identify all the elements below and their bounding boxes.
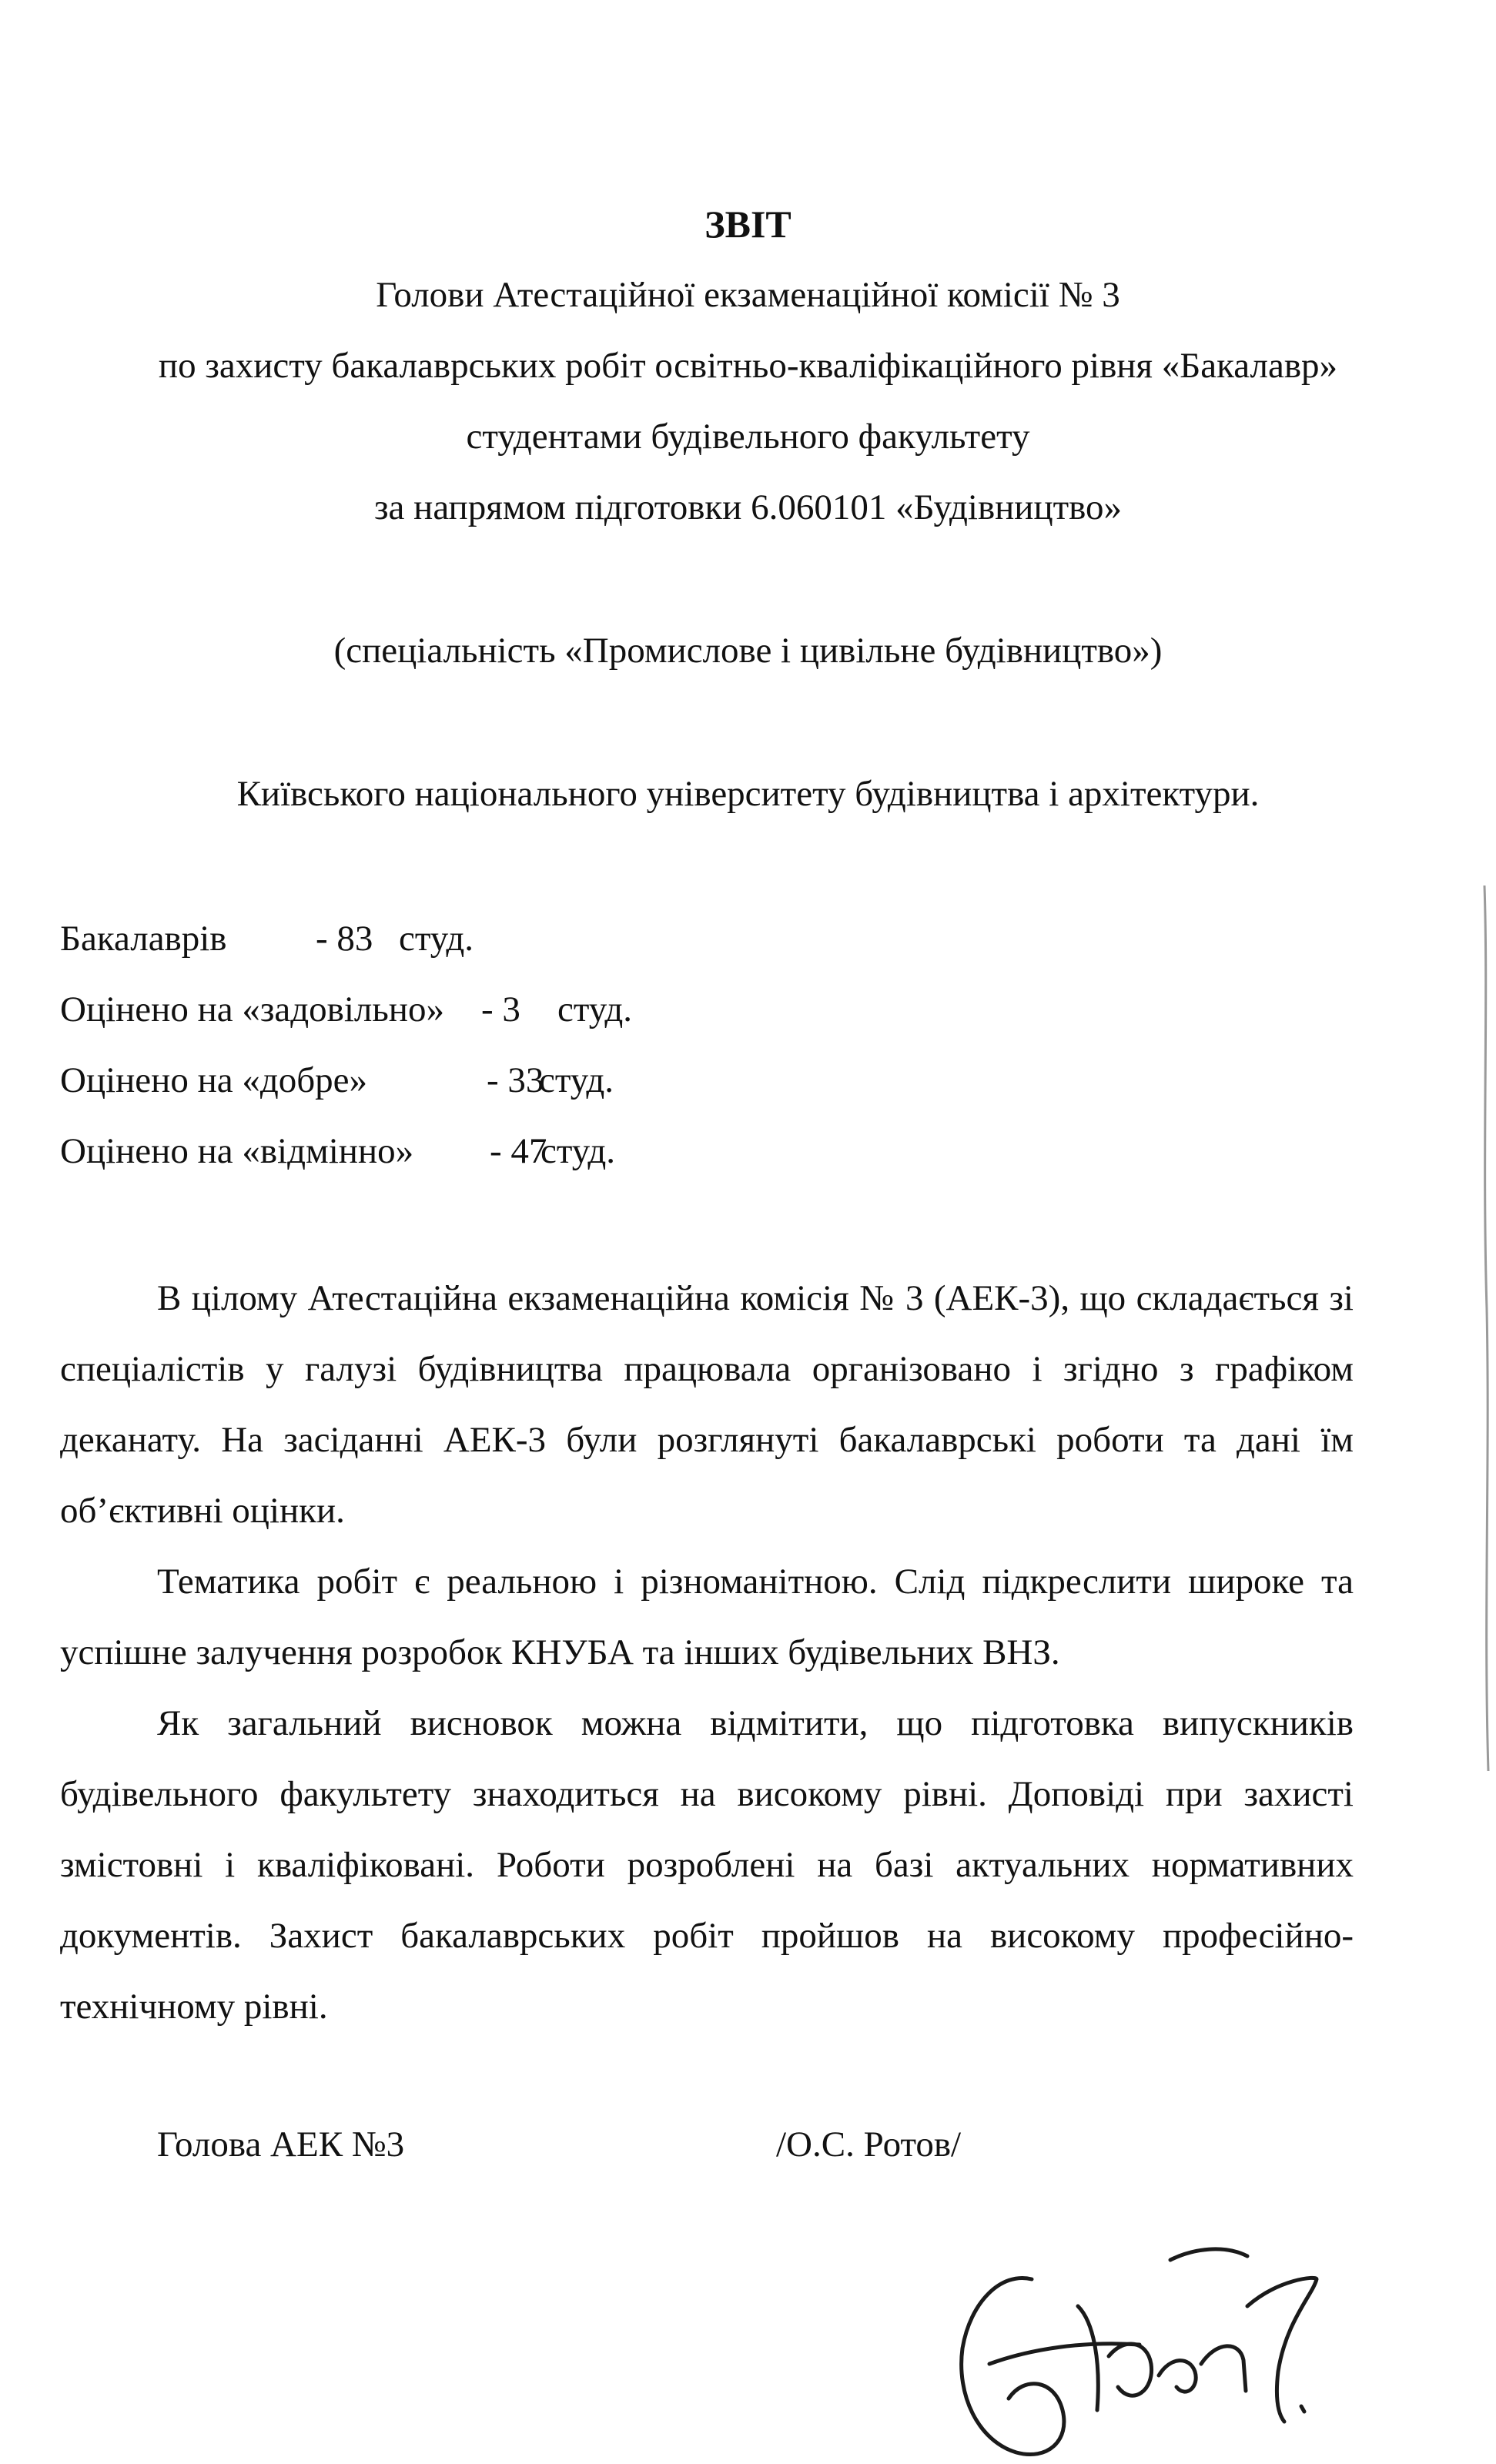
stat-value: - 33 <box>487 1060 544 1100</box>
stat-value: - 3 <box>481 989 520 1029</box>
stat-label: Оцінено на «задовільно» <box>60 989 444 1029</box>
stat-unit: студ. <box>539 1060 614 1100</box>
subtitle-line-1: Голови Атестаційної екзаменаційної комісії № 3 <box>376 275 1120 315</box>
stat-label: Бакалаврів <box>60 919 227 959</box>
subtitle-line-2: по захисту бакалаврських робіт освітньо-кваліфікаційного рівня «Бакалавр» <box>158 346 1338 386</box>
subtitle-line-4: за напрямом підготовки 6.060101 «Будівництво» <box>373 487 1123 527</box>
stat-label: Оцінено на «відмінно» <box>60 1131 414 1171</box>
stat-value: - 83 <box>316 919 373 959</box>
body-paragraph: Тематика робіт є реальною і різноманітною. Слід підкреслити широке та успішне залучення розробок КНУБА та інших будівельних ВНЗ. <box>60 1562 1354 1672</box>
signature-name: /О.С. Ротов/ <box>776 2124 962 2164</box>
handwritten-signature <box>916 2233 1347 2464</box>
scan-edge-mark <box>1465 0 1496 2464</box>
stat-unit: студ. <box>541 1131 615 1171</box>
university-line: Київського національного університету будівництва і архітектури. <box>236 774 1260 814</box>
stat-label: Оцінено на «добре» <box>60 1060 368 1100</box>
specialty-line: (спеціальність «Промислове і цивільне будівництво») <box>333 631 1163 671</box>
body-paragraph: В цілому Атестаційна екзаменаційна комісія № 3 (АЕК-3), що складається зі спеціалістів у галузі будівництва працювала організовано і згідно з графіком деканату. На засіданні АЕК-3 були розглянуті бакалаврські роботи та дані їм об’єктивні оцінки. <box>60 1278 1354 1531</box>
report-title: ЗВІТ <box>704 203 792 246</box>
stat-value: - 47 <box>490 1131 547 1171</box>
signature-position: Голова АЕК №3 <box>157 2124 405 2164</box>
stat-unit: студ. <box>557 989 632 1029</box>
stat-unit: студ. <box>399 919 474 959</box>
subtitle-line-3: студентами будівельного факультету <box>466 417 1030 457</box>
body-paragraph: Як загальний висновок можна відмітити, що підготовка випускників будівельного факультету знаходиться на високому рівні. Доповіді при захисті змістовні і кваліфіковані. Роботи розроблені на базі актуальних нормативних документів. Захист бакалаврських робіт пройшов на високому професійно-технічному рівні. <box>60 1703 1354 2027</box>
